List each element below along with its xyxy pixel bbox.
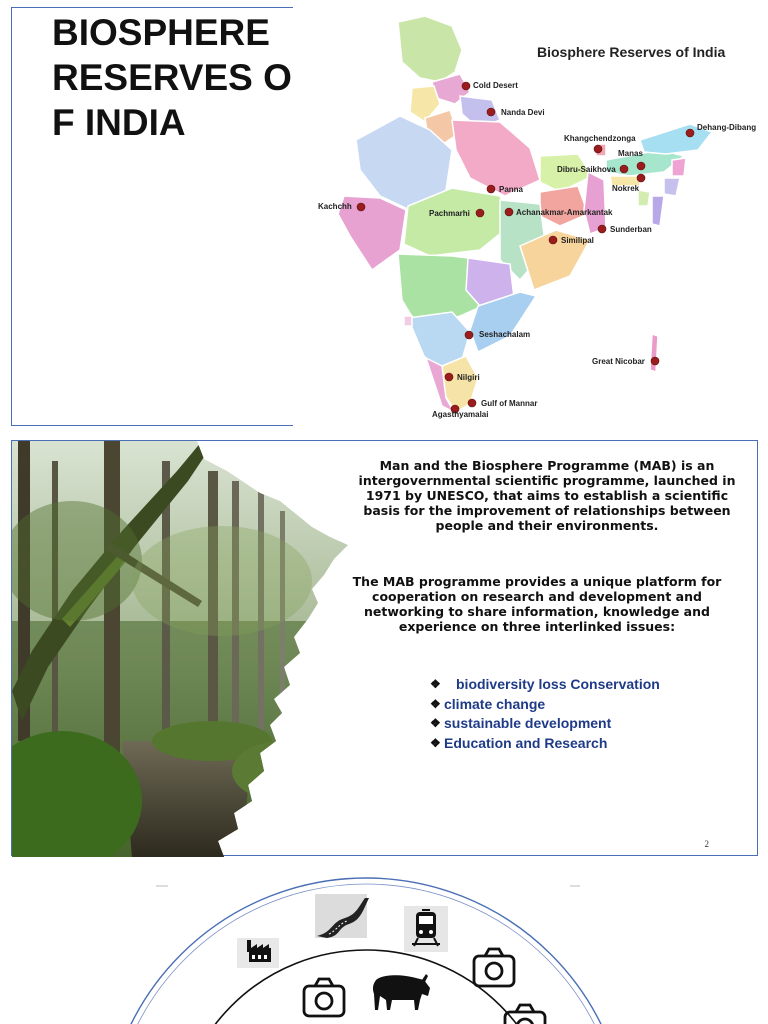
diamond-bullet-icon: ❖ — [430, 716, 441, 730]
marker-similipal — [549, 236, 557, 244]
page-number: 2 — [704, 839, 709, 849]
camera-icon — [505, 1005, 545, 1024]
list-item — [430, 714, 660, 734]
slide-3-diagram — [0, 870, 768, 1024]
label-achanakmar: Achanakmar-Amarkantak — [516, 208, 613, 217]
islands-andaman — [650, 334, 658, 372]
marker-great-nicobar — [651, 357, 659, 365]
state-manipur — [664, 178, 680, 196]
state-wb — [584, 172, 606, 234]
marker-dibru-saikhova — [620, 165, 628, 173]
factory-icon — [237, 938, 279, 968]
label-khangchendzonga: Khangchendzonga — [564, 134, 636, 143]
marker-seshachalam — [465, 331, 473, 339]
label-manas: Manas — [618, 149, 643, 158]
state-tripura — [638, 190, 650, 206]
label-seshachalam: Seshachalam — [479, 330, 531, 339]
state-jk — [398, 16, 462, 82]
bullet-text: Education and Research — [444, 734, 608, 751]
label-pachmarhi: Pachmarhi — [429, 209, 470, 218]
bullet-text: biodiversity loss Conservation — [456, 676, 660, 692]
india-map — [300, 14, 757, 420]
diamond-bullet-icon: ❖ — [430, 677, 441, 691]
forest-photo — [12, 441, 352, 857]
road-icon — [315, 894, 369, 938]
mab-platform-paragraph: The MAB programme provides a unique platform for cooperation on research and development and networking to share information, knowledge and experience on three interlinked issues: — [352, 574, 722, 634]
marker-panna — [487, 185, 495, 193]
state-goa — [404, 316, 412, 326]
label-agasthyamalai: Agasthyamalai — [432, 410, 489, 419]
state-up — [452, 120, 540, 196]
state-mizoram — [652, 196, 664, 226]
label-dehang-dibang: Dehang-Dibang — [697, 123, 757, 132]
camera-icon — [304, 979, 344, 1016]
state-jharkhand — [540, 186, 588, 226]
marker-nokrek — [637, 174, 645, 182]
camera-icon — [474, 949, 514, 986]
label-kachchh: Kachchh — [318, 202, 352, 211]
label-great-nicobar: Great Nicobar — [592, 357, 645, 366]
label-sunderban: Sunderban — [610, 225, 652, 234]
label-similipal: Similipal — [561, 236, 594, 245]
bullet-text: climate change — [444, 695, 546, 712]
list-item — [430, 675, 660, 695]
cow-icon — [373, 974, 430, 1010]
list-item — [430, 695, 660, 715]
map-title: Biosphere Reserves of India — [537, 44, 726, 60]
slide-1-title: BIOSPHERE RESERVES OF INDIA — [52, 12, 292, 143]
marker-khangchendzonga — [594, 145, 602, 153]
marker-pachmarhi — [476, 209, 484, 217]
label-nanda-devi: Nanda Devi — [501, 108, 545, 117]
list-item — [430, 734, 660, 754]
train-icon — [404, 906, 448, 952]
diamond-bullet-icon: ❖ — [430, 696, 441, 711]
label-panna: Panna — [499, 185, 524, 194]
label-nilgiri: Nilgiri — [457, 373, 480, 382]
marker-kachchh — [357, 203, 365, 211]
slide-2 — [11, 440, 758, 856]
label-dibru-saikhova: Dibru-Saikhova — [557, 165, 616, 174]
mab-intro-paragraph: Man and the Biosphere Programme (MAB) is an intergovernmental scientific programme, launched in 1971 by UNESCO, that aims to establish a scientific basis for the improvement of relationships between people and their environments. — [358, 458, 736, 533]
marker-nilgiri — [445, 373, 453, 381]
marker-cold-desert — [462, 82, 470, 90]
marker-gulf-of-mannar — [468, 399, 476, 407]
label-nokrek: Nokrek — [612, 184, 640, 193]
label-cold-desert: Cold Desert — [473, 81, 518, 90]
marker-sunderban — [598, 225, 606, 233]
state-nagaland — [672, 158, 686, 176]
label-gulf-of-mannar: Gulf of Mannar — [481, 399, 538, 408]
marker-achanakmar — [505, 208, 513, 216]
marker-dehang-dibang — [686, 129, 694, 137]
marker-nanda-devi — [487, 108, 495, 116]
diamond-bullet-icon: ❖ — [430, 735, 441, 750]
bullet-text: sustainable development — [444, 715, 612, 731]
marker-manas — [637, 162, 645, 170]
mab-issues-list — [430, 675, 660, 753]
